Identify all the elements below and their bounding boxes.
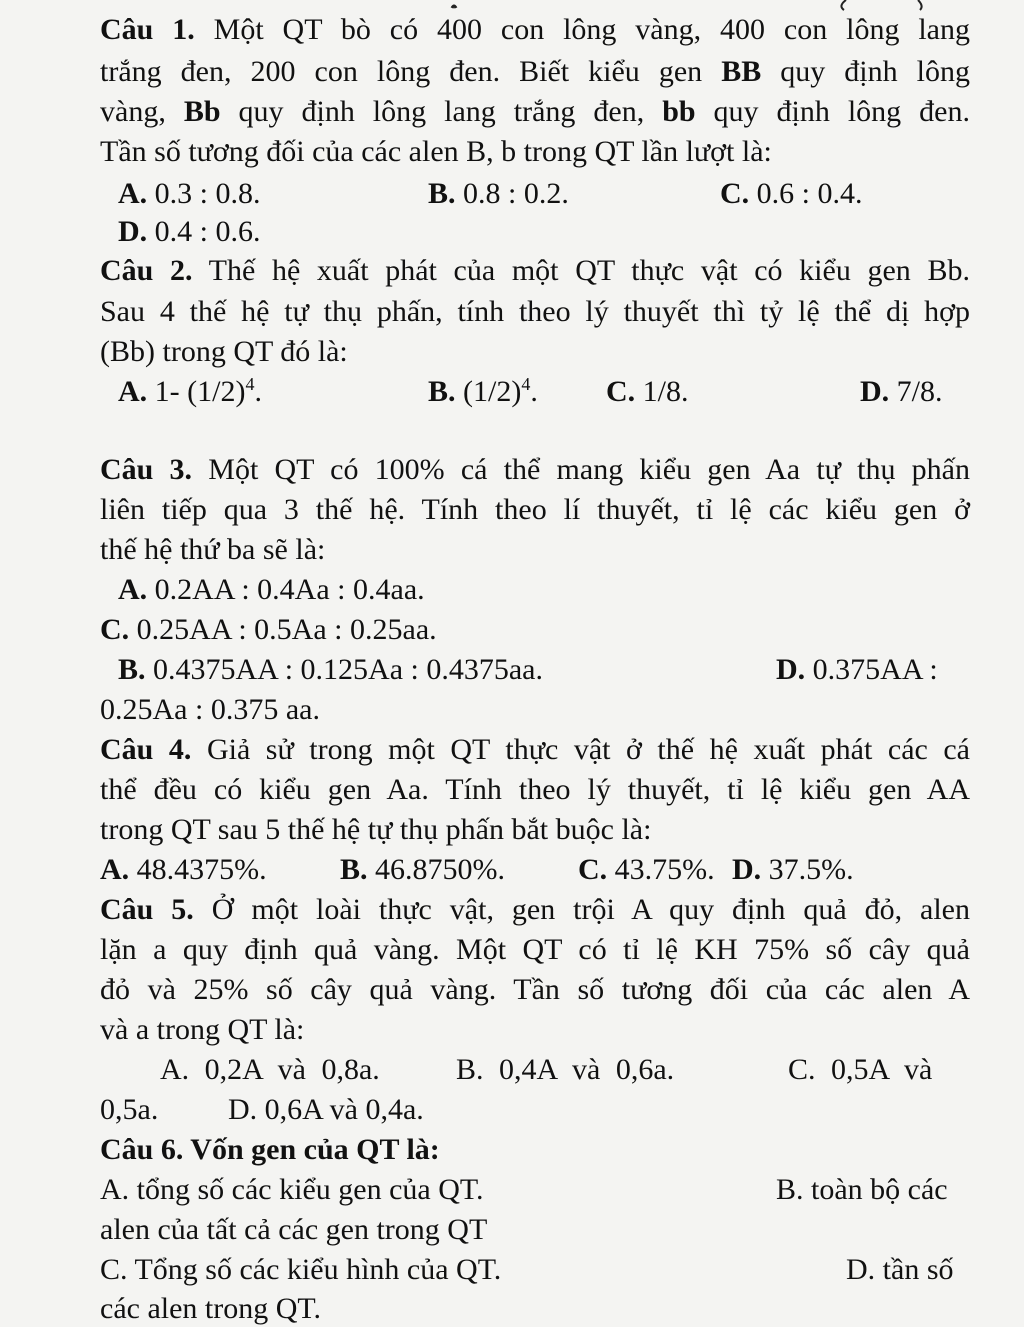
q2-line-2: Sau 4 thế hệ tự thụ phấn, tính theo lý thuyết thì tỷ lệ thể dị hợp [100,295,970,328]
q4-option-c: C. 43.75%. [578,853,715,886]
q3-line-1: Câu 3. Một QT có 100% cá thể mang kiểu gen Aa tự thụ phấn [100,453,970,486]
q6-option-d: D. tần số [846,1253,954,1286]
q5-line-4: và a trong QT là: [100,1013,305,1046]
q3-line-3: thế hệ thứ ba sẽ là: [100,533,326,566]
q2-option-a: A. 1- $(1/2)^4$. [118,374,262,408]
q5-line-2: lặn a quy định quả vàng. Một QT có tỉ lệ KH 75% số cây quả [100,933,970,966]
q4-option-d: D. 37.5%. [732,853,854,886]
q4-option-b: B. 46.8750%. [340,853,506,886]
q5-option-d: D. 0,6A và 0,4a. [228,1093,424,1126]
q6-option-a: A. tổng số các kiểu gen của QT. [100,1173,484,1206]
q5-line-1: Câu 5. Ở một loài thực vật, gen trội A quy định quả đỏ, alen [100,893,971,926]
q5-option-c-cont: 0,5a. [100,1093,159,1126]
q6-option-b: B. toàn bộ các [776,1173,948,1206]
q1-line-3: vàng, Bb quy định lông lang trắng đen, bb quy định lông đen. [100,95,970,128]
q1-option-c: C. 0.6 : 0.4. [720,177,863,210]
q5-option-a: A. 0,2A và 0,8a. [160,1053,380,1086]
q1-line-2: trắng đen, 200 con lông đen. Biết kiểu gen BB quy định lông [100,55,970,88]
cropped-text-fragment [0,0,1024,12]
q4-option-a: A. 48.4375%. [100,853,267,886]
q3-option-d: D. 0.375AA : [776,653,938,686]
q6-title: Câu 6. Vốn gen của QT là: [100,1133,440,1166]
q5-option-c: C. 0,5A và [788,1053,933,1086]
q4-line-3: trong QT sau 5 thế hệ tự thụ phấn bắt buộc là: [100,813,652,846]
q4-line-2: thể đều có kiểu gen Aa. Tính theo lý thuyết, tỉ lệ kiểu gen AA [100,773,970,806]
q3-option-c: C. 0.25AA : 0.5Aa : 0.25aa. [100,613,437,646]
q1-option-a: A. 0.3 : 0.8. [118,177,261,210]
q2-option-d: D. 7/8. [860,375,943,408]
q3-option-a: A. 0.2AA : 0.4Aa : 0.4aa. [118,573,425,606]
q2-label: Câu 2. [100,254,193,287]
q4-line-1: Câu 4. Giả sử trong một QT thực vật ở thế hệ xuất phát các cá [100,733,970,766]
q2-line-1: Câu 2. Thế hệ xuất phát của một QT thực vật có kiểu gen Bb. [100,254,970,287]
q1-line-4: Tần số tương đối của các alen B, b trong QT lần lượt là: [100,135,772,168]
q2-line-3: (Bb) trong QT đó là: [100,335,348,368]
q3-label: Câu 3. [100,453,193,486]
q5-option-b: B. 0,4A và 0,6a. [456,1053,675,1086]
q3-option-b: B. 0.4375AA : 0.125Aa : 0.4375aa. [118,653,543,686]
q1-line-1: Câu 1. Một QT bò có 400 con lông vàng, 400 con lông lang [100,13,970,46]
q5-line-3: đỏ và 25% số cây quả vàng. Tần số tương đối của các alen A [100,973,970,1006]
q1-option-d: D. 0.4 : 0.6. [118,215,261,248]
q1-label: Câu 1. [100,13,195,46]
q2-option-b: B. $(1/2)^4$. [428,374,538,408]
q2-option-c: C. 1/8. [606,375,689,408]
q1-option-b: B. 0.8 : 0.2. [428,177,569,210]
q3-line-2: liên tiếp qua 3 thế hệ. Tính theo lí thuyết, tỉ lệ các kiểu gen ở [100,493,970,526]
q6-option-b-cont: alen của tất cả các gen trong QT [100,1213,488,1246]
q6-option-c: C. Tổng số các kiểu hình của QT. [100,1253,502,1286]
q6-option-d-cont: các alen trong QT. [100,1292,322,1325]
q3-option-d-cont: 0.25Aa : 0.375 aa. [100,693,320,726]
q4-label: Câu 4. [100,733,192,766]
q5-label: Câu 5. [100,893,194,926]
